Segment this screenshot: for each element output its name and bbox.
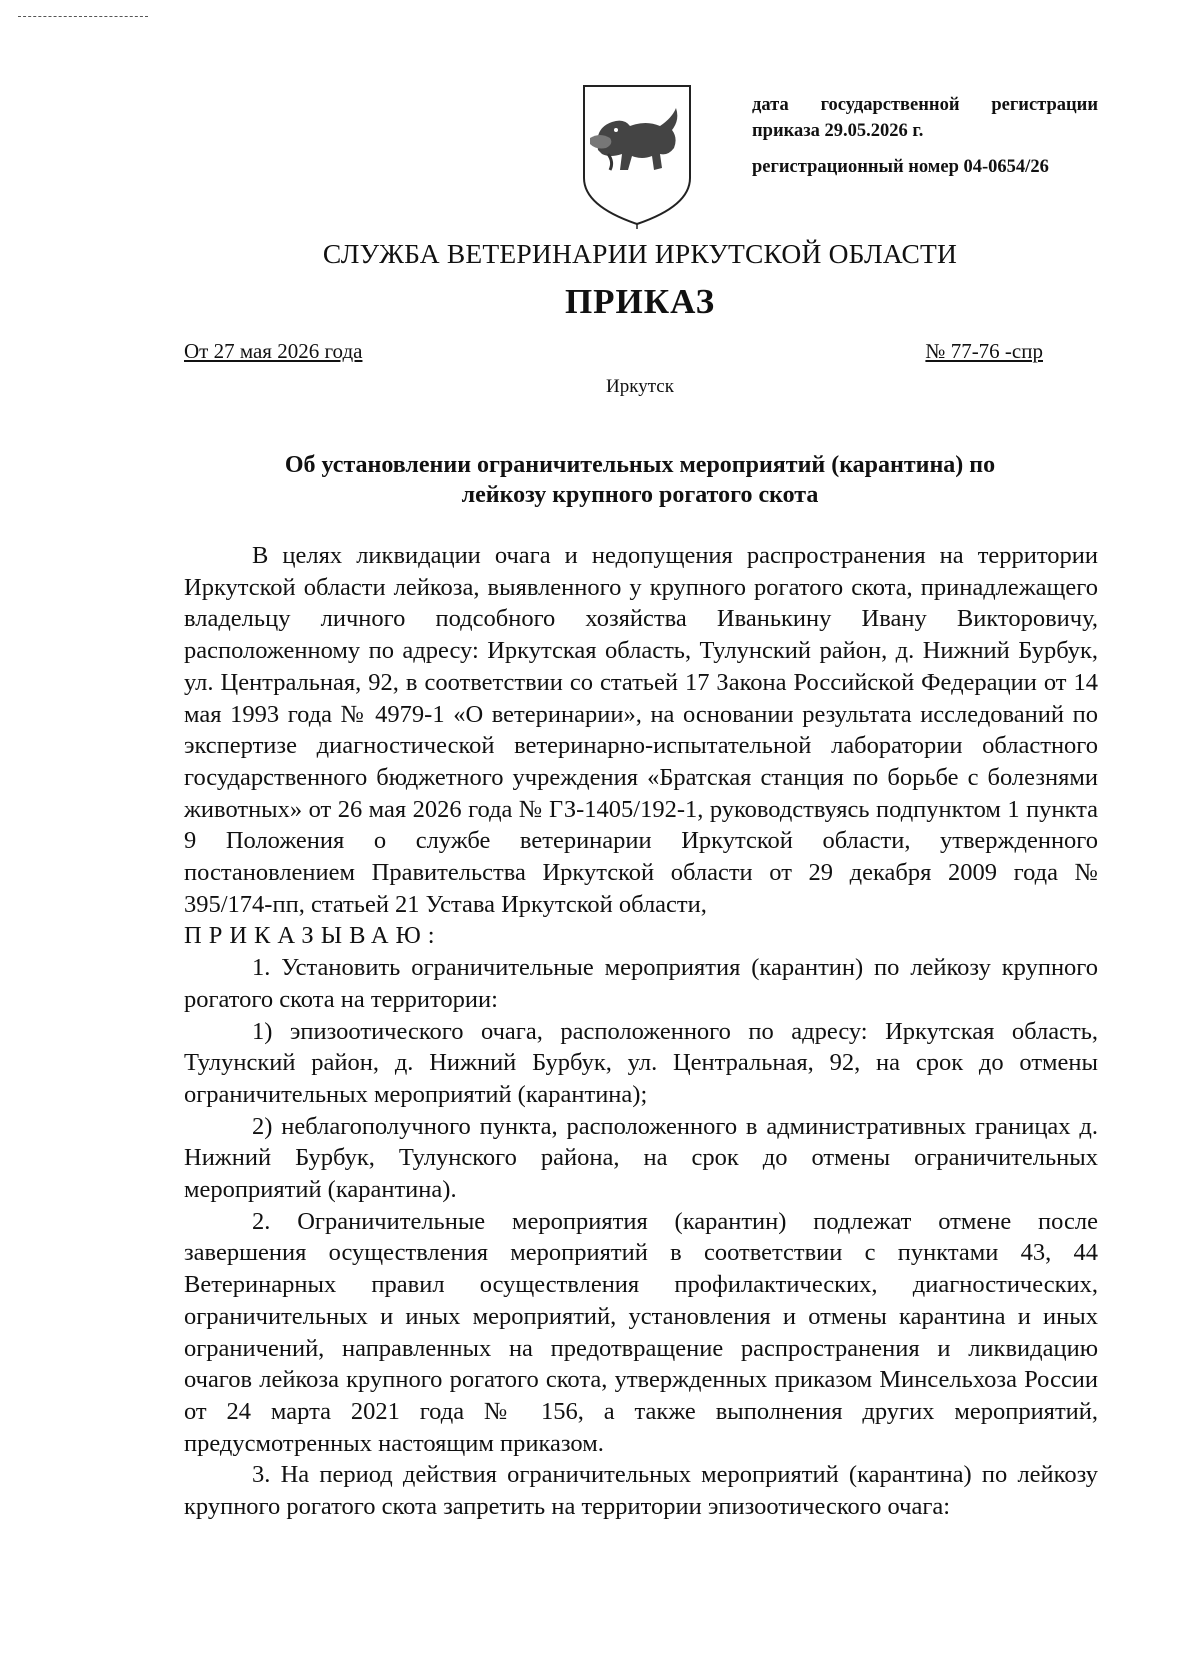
order-body	[184, 540, 1098, 1523]
subject-line-2: лейкозу крупного рогатого скота	[461, 482, 819, 508]
item-3: 3. На период действия ограничительных мероприятий (карантина) по лейкозу крупного рогатого скота запретить на территории эпизоотического очага:	[184, 1461, 1098, 1521]
registration-stamp	[752, 92, 1098, 180]
preamble-paragraph: В целях ликвидации очага и недопущения распространения на территории Иркутской области лейкоза, выявленного у крупного рогатого скота, принадлежащего владельцу личного подсобного хозяйства Иванькину Ивану Викторовичу, расположенному по адресу: Иркутская область, Тулунский район, д. Нижний Бурбук, ул. Центральная, 92, в соответствии со статьей 17 Закона Российской Федерации от 14 мая 1993 года № 4979-1 «О ветеринарии», на основании результата исследований по экспертизе диагностической ветеринарно-испытательной лаборатории областного государственного бюджетного учреждения «Братская станция по борьбе с болезнями животных» от 26 мая 2026 года № ГЗ-1405/192-1, руководствуясь подпунктом 1 пункта 9 Положения о службе ветеринарии Иркутской области, утвержденного постановлением Правительства Иркутской области от 29 декабря 2009 года № 395/174-пп, статьей 21 Устава Иркутской области,	[184, 542, 1098, 918]
order-word: ПРИКАЗЫВАЮ:	[184, 922, 442, 950]
item-1: 1. Установить ограничительные мероприятия (карантин) по лейкозу крупного рогатого скота на территории:	[184, 954, 1098, 1013]
order-number: № 77-76 -спр	[925, 339, 1043, 363]
item-1-2: 2) неблагополучного пункта, расположенного в административных границах д. Нижний Бурбук, Тулунского района, на срок до отмены ограничительных мероприятий (карантина).	[184, 1112, 1098, 1204]
item-2: 2. Ограничительные мероприятия (карантин) подлежат отмене после завершения осуществления мероприятий в соответствии с пунктами 43, 44 Ветеринарных правил осуществления профилактических, диагностических, ограничительных и иных мероприятий, установления и отмены карантина и иных ограничений, направленных на предотвращение распространения и ликвидацию очагов лейкоза крупного рогатого скота, утвержденных приказом Минсельхоза России от 24 марта 2021 года № 156, а также выполнения других мероприятий, предусмотренных настоящим приказом.	[184, 1207, 1098, 1457]
registration-date-line1: дата государственной регистрации	[752, 95, 1098, 115]
organization-name: СЛУЖБА ВЕТЕРИНАРИИ ИРКУТСКОЙ ОБЛАСТИ	[322, 238, 958, 269]
registration-number: регистрационный номер 04-0654/26	[752, 157, 1049, 177]
document-type: ПРИКАЗ	[564, 282, 716, 321]
city-name: Иркутск	[606, 376, 674, 397]
scan-corner-mark	[18, 16, 148, 17]
item-1-1: 1) эпизоотического очага, расположенного по адресу: Иркутская область, Тулунский район, д. Нижний Бурбук, ул. Центральная, 92, на срок до отмены ограничительных мероприятий (карантина);	[184, 1017, 1098, 1108]
order-subject	[180, 450, 1100, 510]
registration-date-line2: приказа 29.05.2026 г.	[752, 121, 924, 141]
coat-of-arms-icon	[580, 82, 694, 230]
subject-line-1: Об установлении ограничительных мероприятий (карантина) по	[284, 452, 996, 478]
order-date: От 27 мая 2026 года	[184, 339, 363, 363]
